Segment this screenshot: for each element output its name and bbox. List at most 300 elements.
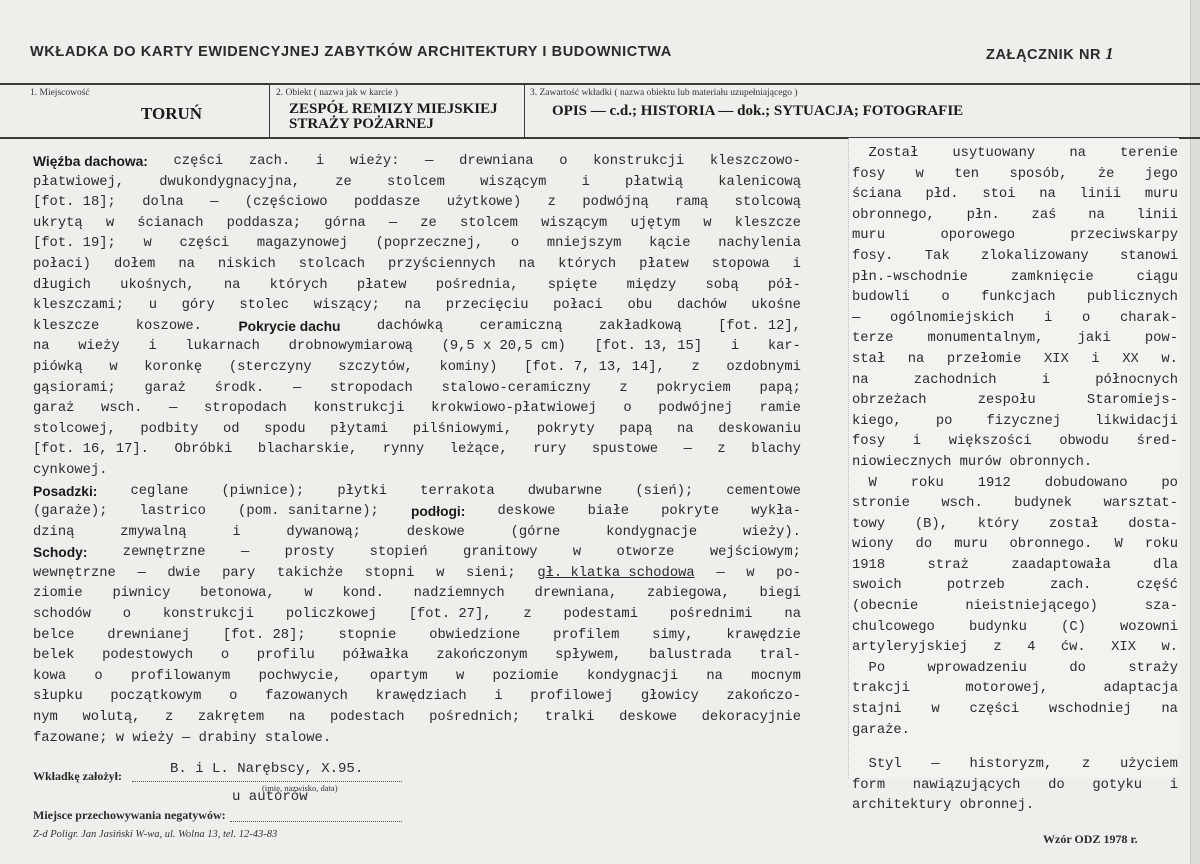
object-value-line2: STRAŻY POŻARNEJ xyxy=(289,116,434,132)
word: kominy) xyxy=(439,359,498,375)
word: dla xyxy=(1153,557,1178,573)
note-line xyxy=(852,391,1178,412)
word: dwie xyxy=(167,565,201,581)
word: wschodniej xyxy=(1048,702,1132,718)
word: zaadaptowała xyxy=(1011,557,1111,573)
word: po- xyxy=(776,565,801,581)
word: zach. xyxy=(248,154,291,169)
word: nawiązujących xyxy=(912,777,1021,793)
word: stolcach xyxy=(298,256,366,272)
field-divider-1 xyxy=(269,83,270,137)
word: ten xyxy=(954,166,980,182)
word: kleszczami; xyxy=(33,298,125,314)
word: cementowe xyxy=(726,483,801,499)
word: muru xyxy=(1144,187,1178,203)
word: profilowanym xyxy=(130,668,231,684)
word: z xyxy=(523,607,532,623)
word: form xyxy=(852,777,886,793)
word: podestach xyxy=(329,710,405,726)
word: budynku xyxy=(968,619,1027,635)
word: na xyxy=(223,277,241,293)
word: i xyxy=(494,689,503,705)
note-line xyxy=(852,288,1178,309)
word: spodu xyxy=(264,421,306,437)
word: zlokalizowany xyxy=(981,248,1089,264)
word: wejściowym; xyxy=(709,545,801,561)
word: adaptacja xyxy=(1103,681,1178,697)
word: szczytów, xyxy=(338,359,413,375)
word: i xyxy=(912,434,922,450)
word: w xyxy=(572,545,582,561)
word: mniejszym xyxy=(546,236,622,252)
word: stolcem xyxy=(386,174,445,190)
form-code: Wzór ODZ 1978 r. xyxy=(1043,832,1138,846)
word: — xyxy=(169,401,178,417)
word: na xyxy=(706,668,723,684)
word: charak- xyxy=(1119,310,1178,326)
word: dachówką xyxy=(376,318,444,334)
word: policzkowej xyxy=(285,607,377,623)
word: część xyxy=(1136,578,1178,594)
note-line xyxy=(852,350,1178,371)
word: z xyxy=(547,195,556,211)
description-line xyxy=(33,317,801,338)
card-edge xyxy=(1190,0,1200,864)
field-box-top-rule xyxy=(0,83,1200,85)
description-line xyxy=(33,502,801,523)
word: zakończo- xyxy=(726,689,801,705)
word: koszowe. xyxy=(135,318,202,334)
description-line xyxy=(33,626,801,647)
word: — xyxy=(716,565,725,581)
word: (sterczyny xyxy=(228,359,312,375)
word: obronnego, xyxy=(852,207,935,223)
word: pół- xyxy=(767,277,801,293)
word: stalowe. xyxy=(264,730,332,746)
word: zespołu xyxy=(977,393,1036,409)
word: większości xyxy=(948,434,1032,450)
word: drewniana, xyxy=(534,586,618,602)
word: półwałka xyxy=(342,648,409,664)
word: dobudowano xyxy=(1044,475,1128,491)
word: 4 xyxy=(1027,640,1036,656)
word: dolna xyxy=(142,195,184,211)
description-line xyxy=(33,152,801,173)
word: o xyxy=(94,668,103,684)
word: od xyxy=(222,421,240,437)
word: użyciem xyxy=(1119,757,1178,773)
word: do xyxy=(1048,777,1065,793)
description-line xyxy=(33,440,801,461)
word: usytuowany xyxy=(952,146,1036,161)
word: ukrytą xyxy=(33,215,83,231)
description-line xyxy=(33,523,801,544)
note-line xyxy=(852,206,1178,227)
word: (sień); xyxy=(635,483,694,499)
history-note xyxy=(852,144,1178,817)
word: o xyxy=(229,689,238,705)
note-line xyxy=(852,796,1178,817)
field-divider-2 xyxy=(524,83,525,137)
word: płytki xyxy=(337,483,388,499)
word: stronie xyxy=(852,496,910,512)
word: płn.-wschodnie xyxy=(852,269,968,285)
word: — xyxy=(425,154,434,169)
word: [fot. 19]; xyxy=(33,236,116,252)
word: części xyxy=(173,154,224,169)
word: zewnętrzne xyxy=(122,545,206,561)
word: wiony xyxy=(852,537,894,553)
word: W xyxy=(852,475,877,491)
word: funkcjach xyxy=(981,290,1056,306)
word: wykła- xyxy=(751,504,801,520)
word: — xyxy=(852,310,861,326)
word: podbity xyxy=(140,421,199,437)
word: ze xyxy=(420,215,437,231)
word: w. xyxy=(1161,351,1178,367)
word: Został xyxy=(852,146,919,161)
word: części xyxy=(969,702,1020,718)
word: płytami xyxy=(330,421,389,437)
word: dywanową; xyxy=(286,524,361,540)
word: dosta- xyxy=(1128,516,1178,532)
note-line xyxy=(852,329,1178,350)
description-line xyxy=(33,461,801,482)
note-line xyxy=(852,721,1178,742)
word: (piwnice); xyxy=(221,483,305,499)
word: stoi xyxy=(982,187,1016,203)
description-line xyxy=(33,358,801,379)
word: likwidacji xyxy=(1095,413,1178,429)
word: o xyxy=(510,236,520,252)
word: deskowe xyxy=(406,524,465,540)
note-line xyxy=(852,226,1178,247)
word: papą xyxy=(619,421,653,437)
word: blachy xyxy=(751,442,801,458)
word: profilem xyxy=(553,627,620,643)
word: został xyxy=(1048,516,1099,532)
word: zabiegowa, xyxy=(646,586,730,602)
word: terrakota xyxy=(420,483,495,499)
word: o xyxy=(1081,310,1091,326)
word: środk. xyxy=(214,380,265,396)
word: między xyxy=(626,277,677,293)
word: ramie xyxy=(759,401,801,417)
note-line xyxy=(852,618,1178,639)
word: terenie xyxy=(1120,146,1178,161)
word: stopnie xyxy=(338,627,397,643)
word: w xyxy=(109,359,118,375)
word: na xyxy=(1088,207,1105,223)
word: w xyxy=(115,730,133,746)
word: ceramiczną xyxy=(479,318,563,334)
description-line xyxy=(33,708,801,729)
word: garaże. xyxy=(852,722,910,738)
word: stopni xyxy=(364,565,415,581)
word: [fot. 27], xyxy=(408,607,492,623)
word: muru xyxy=(852,228,886,244)
word: — xyxy=(182,730,199,746)
word: przyściennych xyxy=(388,256,496,272)
word: — xyxy=(293,380,302,396)
word: których xyxy=(558,256,617,272)
word: kalenicową xyxy=(718,174,801,190)
word: w xyxy=(703,215,712,231)
word: nadziemnych xyxy=(413,586,505,602)
word: niowiecznych xyxy=(852,454,960,470)
word: pokryty xyxy=(536,421,595,437)
word: kondygnacje xyxy=(606,524,698,540)
word: rury xyxy=(533,442,567,458)
word: (garaże); xyxy=(33,504,108,520)
word: stropodach xyxy=(330,380,413,396)
word: i xyxy=(1091,351,1100,367)
word: belek xyxy=(33,648,75,664)
word: blacharskie, xyxy=(257,442,358,458)
word: na xyxy=(404,298,422,314)
note-line xyxy=(852,453,1178,474)
word: chulcowego xyxy=(852,619,935,635)
word: gąsiorami; xyxy=(33,380,116,396)
word: zakrętem xyxy=(197,710,265,726)
word: i xyxy=(1043,310,1053,326)
word: Po xyxy=(852,660,886,676)
word: u xyxy=(148,298,157,314)
description-line xyxy=(33,255,801,276)
word: ukośnych, xyxy=(120,277,195,293)
word: jaki xyxy=(1077,331,1111,347)
word: na xyxy=(178,256,195,272)
word: pokryte xyxy=(661,504,720,520)
word: mocnym xyxy=(751,668,801,684)
word: z xyxy=(165,710,174,726)
word: lastrico xyxy=(139,504,206,520)
note-line xyxy=(852,474,1178,495)
word: 1918 xyxy=(852,557,886,573)
word: stolcową xyxy=(734,195,801,211)
word: garaż xyxy=(144,380,186,396)
word: — xyxy=(683,442,692,458)
word: — xyxy=(931,757,940,773)
word: straży xyxy=(1128,660,1178,676)
word: W xyxy=(1114,537,1123,553)
word: XIX xyxy=(1043,351,1069,367)
word: konstrukcji xyxy=(593,154,685,169)
word: gotyku xyxy=(1092,777,1143,793)
word: wieży: xyxy=(349,154,400,169)
word: pośrednia, xyxy=(435,277,519,293)
word: deskowe xyxy=(619,710,678,726)
word: roku xyxy=(1144,537,1178,553)
description-line xyxy=(33,584,801,605)
word: po xyxy=(935,413,953,429)
word: płatew xyxy=(639,256,689,272)
note-line xyxy=(852,741,1178,755)
word: pow- xyxy=(1144,331,1178,347)
word: deskowe xyxy=(497,504,556,520)
word: [fot. 13, 15] xyxy=(594,339,703,355)
word: simy, xyxy=(652,627,694,643)
word: leżące, xyxy=(449,442,508,458)
word: do xyxy=(915,537,933,553)
word: — xyxy=(137,565,146,581)
note-line xyxy=(852,432,1178,453)
word: papą; xyxy=(759,380,801,396)
word: stalowo-ceramiczny xyxy=(441,380,591,396)
word: dwubarwne xyxy=(527,483,603,499)
word: deskowaniu xyxy=(718,421,801,437)
word: w. xyxy=(1161,640,1178,656)
word: dziną xyxy=(33,524,75,540)
word: płd. xyxy=(925,187,959,203)
word: że xyxy=(1097,166,1115,182)
word: których xyxy=(269,277,328,293)
word: stolcowej, xyxy=(33,421,116,437)
word: opartym xyxy=(369,668,428,684)
word: obu xyxy=(627,298,653,314)
word: w xyxy=(105,215,115,231)
word: drewnianej xyxy=(107,627,191,643)
word: stopowa xyxy=(711,256,770,272)
word: poddasze xyxy=(354,195,421,211)
word: ziomie xyxy=(33,586,83,602)
word: schodów xyxy=(33,607,91,623)
word: jego xyxy=(1144,166,1178,182)
word: towy xyxy=(852,516,886,532)
word: ze xyxy=(335,174,352,190)
locality-value: TORUŃ xyxy=(141,104,203,123)
negatives-dotted-line xyxy=(230,821,402,822)
word: fizycznej xyxy=(986,413,1062,429)
word: spięte xyxy=(547,277,598,293)
word: ćw. xyxy=(1060,640,1086,656)
word: warsztat- xyxy=(1103,496,1178,512)
description-line xyxy=(33,276,801,297)
word: długich xyxy=(33,277,91,293)
author-hint: (imię, nazwisko, data) xyxy=(262,783,338,793)
section-heading: podłogi: xyxy=(410,504,466,520)
word: słupku xyxy=(33,689,83,705)
word: stolcem xyxy=(459,215,518,231)
word: pochwycie, xyxy=(258,668,342,684)
word: pośrednich; xyxy=(429,710,521,726)
description-line xyxy=(33,379,801,400)
contents-value: OPIS — c.d.; HISTORIA — dok.; SYTUACJA; FOTOGRAFIE xyxy=(552,103,964,119)
word: nieistniejącego) xyxy=(965,599,1098,615)
word: ramą xyxy=(675,195,709,211)
section-heading: Więźba dachowa: xyxy=(33,154,148,169)
word: budowli xyxy=(852,290,910,306)
author-value: B. i L. Narębscy, X.95. xyxy=(170,761,364,777)
word: płatew xyxy=(356,277,407,293)
word: kleszczowo- xyxy=(709,154,801,169)
word: monumentalnym, xyxy=(927,331,1044,347)
word: spustowe xyxy=(591,442,659,458)
word: oporowego xyxy=(940,228,1015,244)
word: piwnicy xyxy=(112,586,171,602)
word: początkowym xyxy=(110,689,202,705)
word: wolutą, xyxy=(82,710,141,726)
word: wieży xyxy=(78,339,120,355)
object-label: 2. Obiekt ( nazwa jak w karcie ) xyxy=(276,88,398,98)
description-line xyxy=(33,337,801,358)
word: garaż xyxy=(33,401,75,417)
word: (górne xyxy=(510,524,561,540)
word: (C) xyxy=(1061,619,1086,635)
word: z xyxy=(691,359,700,375)
description-body xyxy=(33,152,801,749)
word: na xyxy=(907,351,925,367)
word: na xyxy=(518,256,536,272)
word: [fot. 12], xyxy=(718,318,801,334)
word: potrzeb xyxy=(946,578,1005,594)
description-line xyxy=(33,605,801,626)
word: i xyxy=(792,256,801,272)
word: użytkowe) xyxy=(446,195,522,211)
note-line xyxy=(852,247,1178,268)
word: roku xyxy=(910,475,944,491)
word: terze xyxy=(852,331,894,347)
word: dołem xyxy=(113,256,156,272)
object-value-line1: ZESPÓŁ REMIZY MIEJSKIEJ xyxy=(289,101,498,117)
word: (B), xyxy=(914,516,948,532)
word: (obecnie xyxy=(852,599,919,615)
note-line xyxy=(852,185,1178,206)
word: połaci) xyxy=(33,256,91,272)
word: tralki xyxy=(544,710,595,726)
word: kleszcze xyxy=(734,215,801,231)
word: linii xyxy=(1136,207,1178,223)
word: spływem, xyxy=(555,648,622,664)
word: nym xyxy=(33,710,58,726)
word: w xyxy=(143,236,152,252)
word: 1912 xyxy=(977,475,1011,491)
description-line xyxy=(33,482,801,503)
word: o xyxy=(122,607,132,623)
note-line xyxy=(852,556,1178,577)
note-line xyxy=(852,776,1178,797)
word: obwodu xyxy=(1059,434,1109,450)
word: obwiedzione xyxy=(429,627,521,643)
word: kondygnacji xyxy=(587,668,679,684)
word: o xyxy=(220,648,230,664)
word: i xyxy=(1041,372,1051,388)
word: cynkowej. xyxy=(33,462,108,478)
word: kond. xyxy=(342,586,384,602)
word: fosy xyxy=(852,434,886,450)
description-line xyxy=(33,729,801,750)
word: betonowa, xyxy=(200,586,275,602)
note-line xyxy=(852,700,1178,721)
description-line xyxy=(33,296,801,317)
note-line xyxy=(852,638,1178,659)
word: murów xyxy=(959,454,1010,470)
word: [fot. 7, 13, 14], xyxy=(524,359,665,375)
word: podwójnej xyxy=(658,401,733,417)
word: ściana xyxy=(852,187,902,203)
word: w xyxy=(455,668,465,684)
word: i xyxy=(581,174,590,190)
word: płn. xyxy=(966,207,1000,223)
word: na xyxy=(784,607,801,623)
description-line xyxy=(33,214,801,235)
word: zach. xyxy=(1050,578,1092,594)
word: — xyxy=(388,215,398,231)
word: ogólnomiejskich xyxy=(890,310,1015,326)
word: przeciwskarpy xyxy=(1070,228,1178,244)
printer-imprint: Z-d Poligr. Jan Jasiński W-wa, ul. Wolna 13, tel. 12-43-83 xyxy=(33,829,278,840)
word: ciągu xyxy=(1136,269,1178,285)
